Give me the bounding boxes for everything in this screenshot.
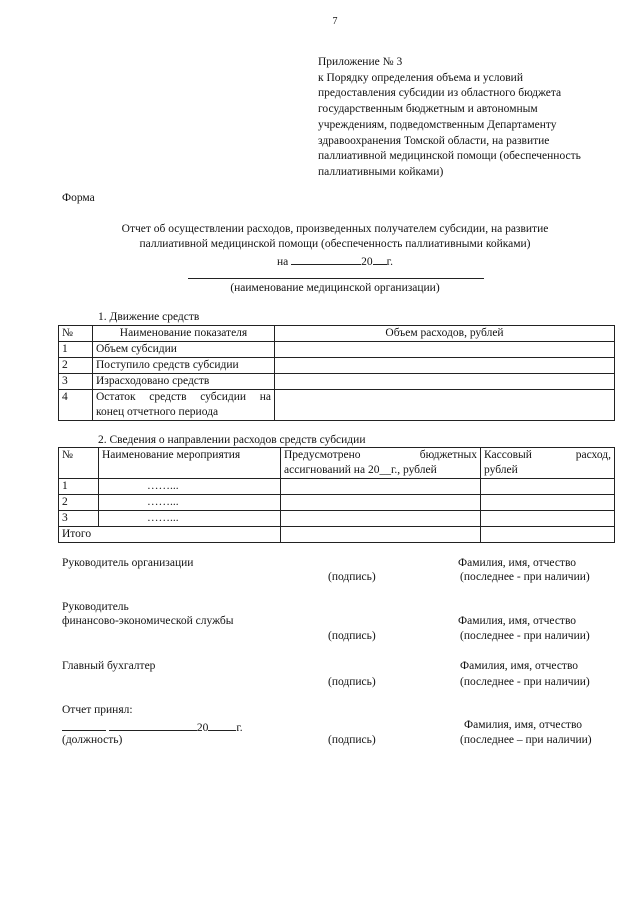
row-num: 1	[59, 479, 99, 495]
sign-head-fio: Фамилия, имя, отчество	[458, 557, 577, 569]
table-row	[59, 342, 615, 358]
accepted-fio-note: (последнее – при наличии)	[460, 734, 592, 746]
section2-title: 2. Сведения о направлении расходов средств субсидии	[98, 434, 366, 446]
header-planned-line2: ассигнований на 20__г., рублей	[284, 464, 437, 476]
row-num: 3	[59, 511, 99, 527]
sign-accountant-signature: (подпись)	[328, 676, 376, 688]
total-label: Итого	[59, 527, 281, 543]
header-expense-volume: Объем расходов, рублей	[275, 326, 615, 342]
sign-head-label: Руководитель организации	[62, 557, 194, 569]
page-number: 7	[332, 16, 338, 27]
row-name: Поступило средств субсидии	[93, 358, 275, 374]
row-cash-cell[interactable]	[481, 511, 615, 527]
appendix-line: Приложение № 3	[318, 56, 403, 68]
table-row	[59, 390, 615, 421]
header-planned	[281, 448, 481, 479]
report-date-prefix: на	[277, 256, 289, 268]
appendix-line: предоставления субсидии из областного бюджета	[318, 87, 562, 100]
sign-head-signature: (подпись)	[328, 571, 376, 583]
total-planned-cell[interactable]	[281, 527, 481, 543]
table-total-row	[59, 527, 615, 543]
report-date-blank	[291, 252, 361, 265]
table-row	[59, 374, 615, 390]
table-row	[59, 495, 615, 511]
appendix-line: паллиативными койками)	[318, 165, 444, 178]
row-num: 2	[59, 358, 93, 374]
row-num: 1	[59, 342, 93, 358]
accepted-label: Отчет принял:	[62, 704, 133, 716]
header-num: №	[59, 326, 93, 342]
accepted-fio: Фамилия, имя, отчество	[464, 719, 583, 731]
row-planned-cell[interactable]	[281, 495, 481, 511]
sign-finance-fio: Фамилия, имя, отчество	[458, 615, 577, 627]
accepted-year-blank	[208, 718, 236, 731]
row-name: ……...	[99, 511, 281, 527]
report-date-line	[40, 252, 630, 271]
org-name-caption: (наименование медицинской организации)	[230, 282, 440, 294]
table-header-row	[59, 326, 615, 342]
accepted-signature: (подпись)	[328, 734, 376, 746]
sign-finance-label-line1: Руководитель	[62, 601, 129, 613]
row-value-cell[interactable]	[275, 358, 615, 374]
sign-finance-label-line2: финансово-экономической службы	[62, 615, 234, 627]
sign-accountant-fio-note: (последнее - при наличии)	[460, 676, 590, 688]
appendix-block	[318, 55, 581, 181]
table-header-row	[59, 448, 615, 479]
appendix-line: здравоохранения Томской области, на развитие	[318, 134, 550, 147]
appendix-line: к Порядку определения объема и условий	[318, 71, 523, 84]
row-name: ……...	[99, 495, 281, 511]
row-name-line1: Остаток средств субсидии на	[96, 391, 271, 403]
row-value-cell[interactable]	[275, 390, 615, 421]
report-title-line1: Отчет об осуществлении расходов, произведенных получателем субсидии, на развитие	[121, 223, 549, 235]
row-name: Объем субсидии	[93, 342, 275, 358]
table-row	[59, 511, 615, 527]
sign-finance-signature: (подпись)	[328, 630, 376, 642]
header-cash-line2: рублей	[484, 464, 518, 476]
sign-accountant-fio: Фамилия, имя, отчество	[460, 660, 579, 672]
appendix-line: государственным бюджетным и автономным	[318, 103, 538, 116]
table-row	[59, 358, 615, 374]
report-title-line2: паллиативной медицинской помощи (обеспеченность паллиативными койками)	[139, 238, 531, 250]
sign-accountant-label: Главный бухгалтер	[62, 660, 156, 672]
header-planned-line1: Предусмотрено бюджетных	[284, 449, 477, 461]
row-num: 4	[59, 390, 93, 421]
row-value-cell[interactable]	[275, 342, 615, 358]
appendix-line: учреждениям, подведомственным Департаменту	[318, 118, 557, 131]
row-planned-cell[interactable]	[281, 479, 481, 495]
row-cash-cell[interactable]	[481, 479, 615, 495]
appendix-line: паллиативной медицинской помощи (обеспеченность	[318, 150, 581, 163]
report-year-blank	[373, 252, 387, 265]
form-label: Форма	[62, 192, 95, 204]
row-name: Израсходовано средств	[93, 374, 275, 390]
section2-table	[58, 447, 615, 543]
section1-table	[58, 325, 615, 421]
row-value-cell[interactable]	[275, 374, 615, 390]
accepted-position-blank	[62, 718, 106, 731]
row-planned-cell[interactable]	[281, 511, 481, 527]
accepted-date-blank	[109, 718, 197, 731]
table-row	[59, 479, 615, 495]
row-name	[93, 390, 275, 421]
row-name: ……...	[99, 479, 281, 495]
accepted-date-suffix: г.	[236, 722, 243, 734]
accepted-position: (должность)	[62, 734, 123, 746]
row-num: 2	[59, 495, 99, 511]
row-name-line2: конец отчетного периода	[96, 406, 219, 418]
sign-finance-fio-note: (последнее - при наличии)	[460, 630, 590, 642]
header-indicator: Наименование показателя	[93, 326, 275, 342]
header-num: №	[59, 448, 99, 479]
header-cash-line1: Кассовый расход,	[484, 449, 611, 461]
org-name-line	[188, 278, 484, 279]
sign-head-fio-note: (последнее - при наличии)	[460, 571, 590, 583]
header-cash	[481, 448, 615, 479]
report-date-year: 20	[361, 256, 373, 268]
accepted-date-year: 20	[196, 722, 209, 734]
row-num: 3	[59, 374, 93, 390]
report-date-suffix: г.	[386, 256, 393, 268]
header-activity: Наименование мероприятия	[99, 448, 281, 479]
section1-title: 1. Движение средств	[98, 311, 200, 323]
total-cash-cell[interactable]	[481, 527, 615, 543]
row-cash-cell[interactable]	[481, 495, 615, 511]
